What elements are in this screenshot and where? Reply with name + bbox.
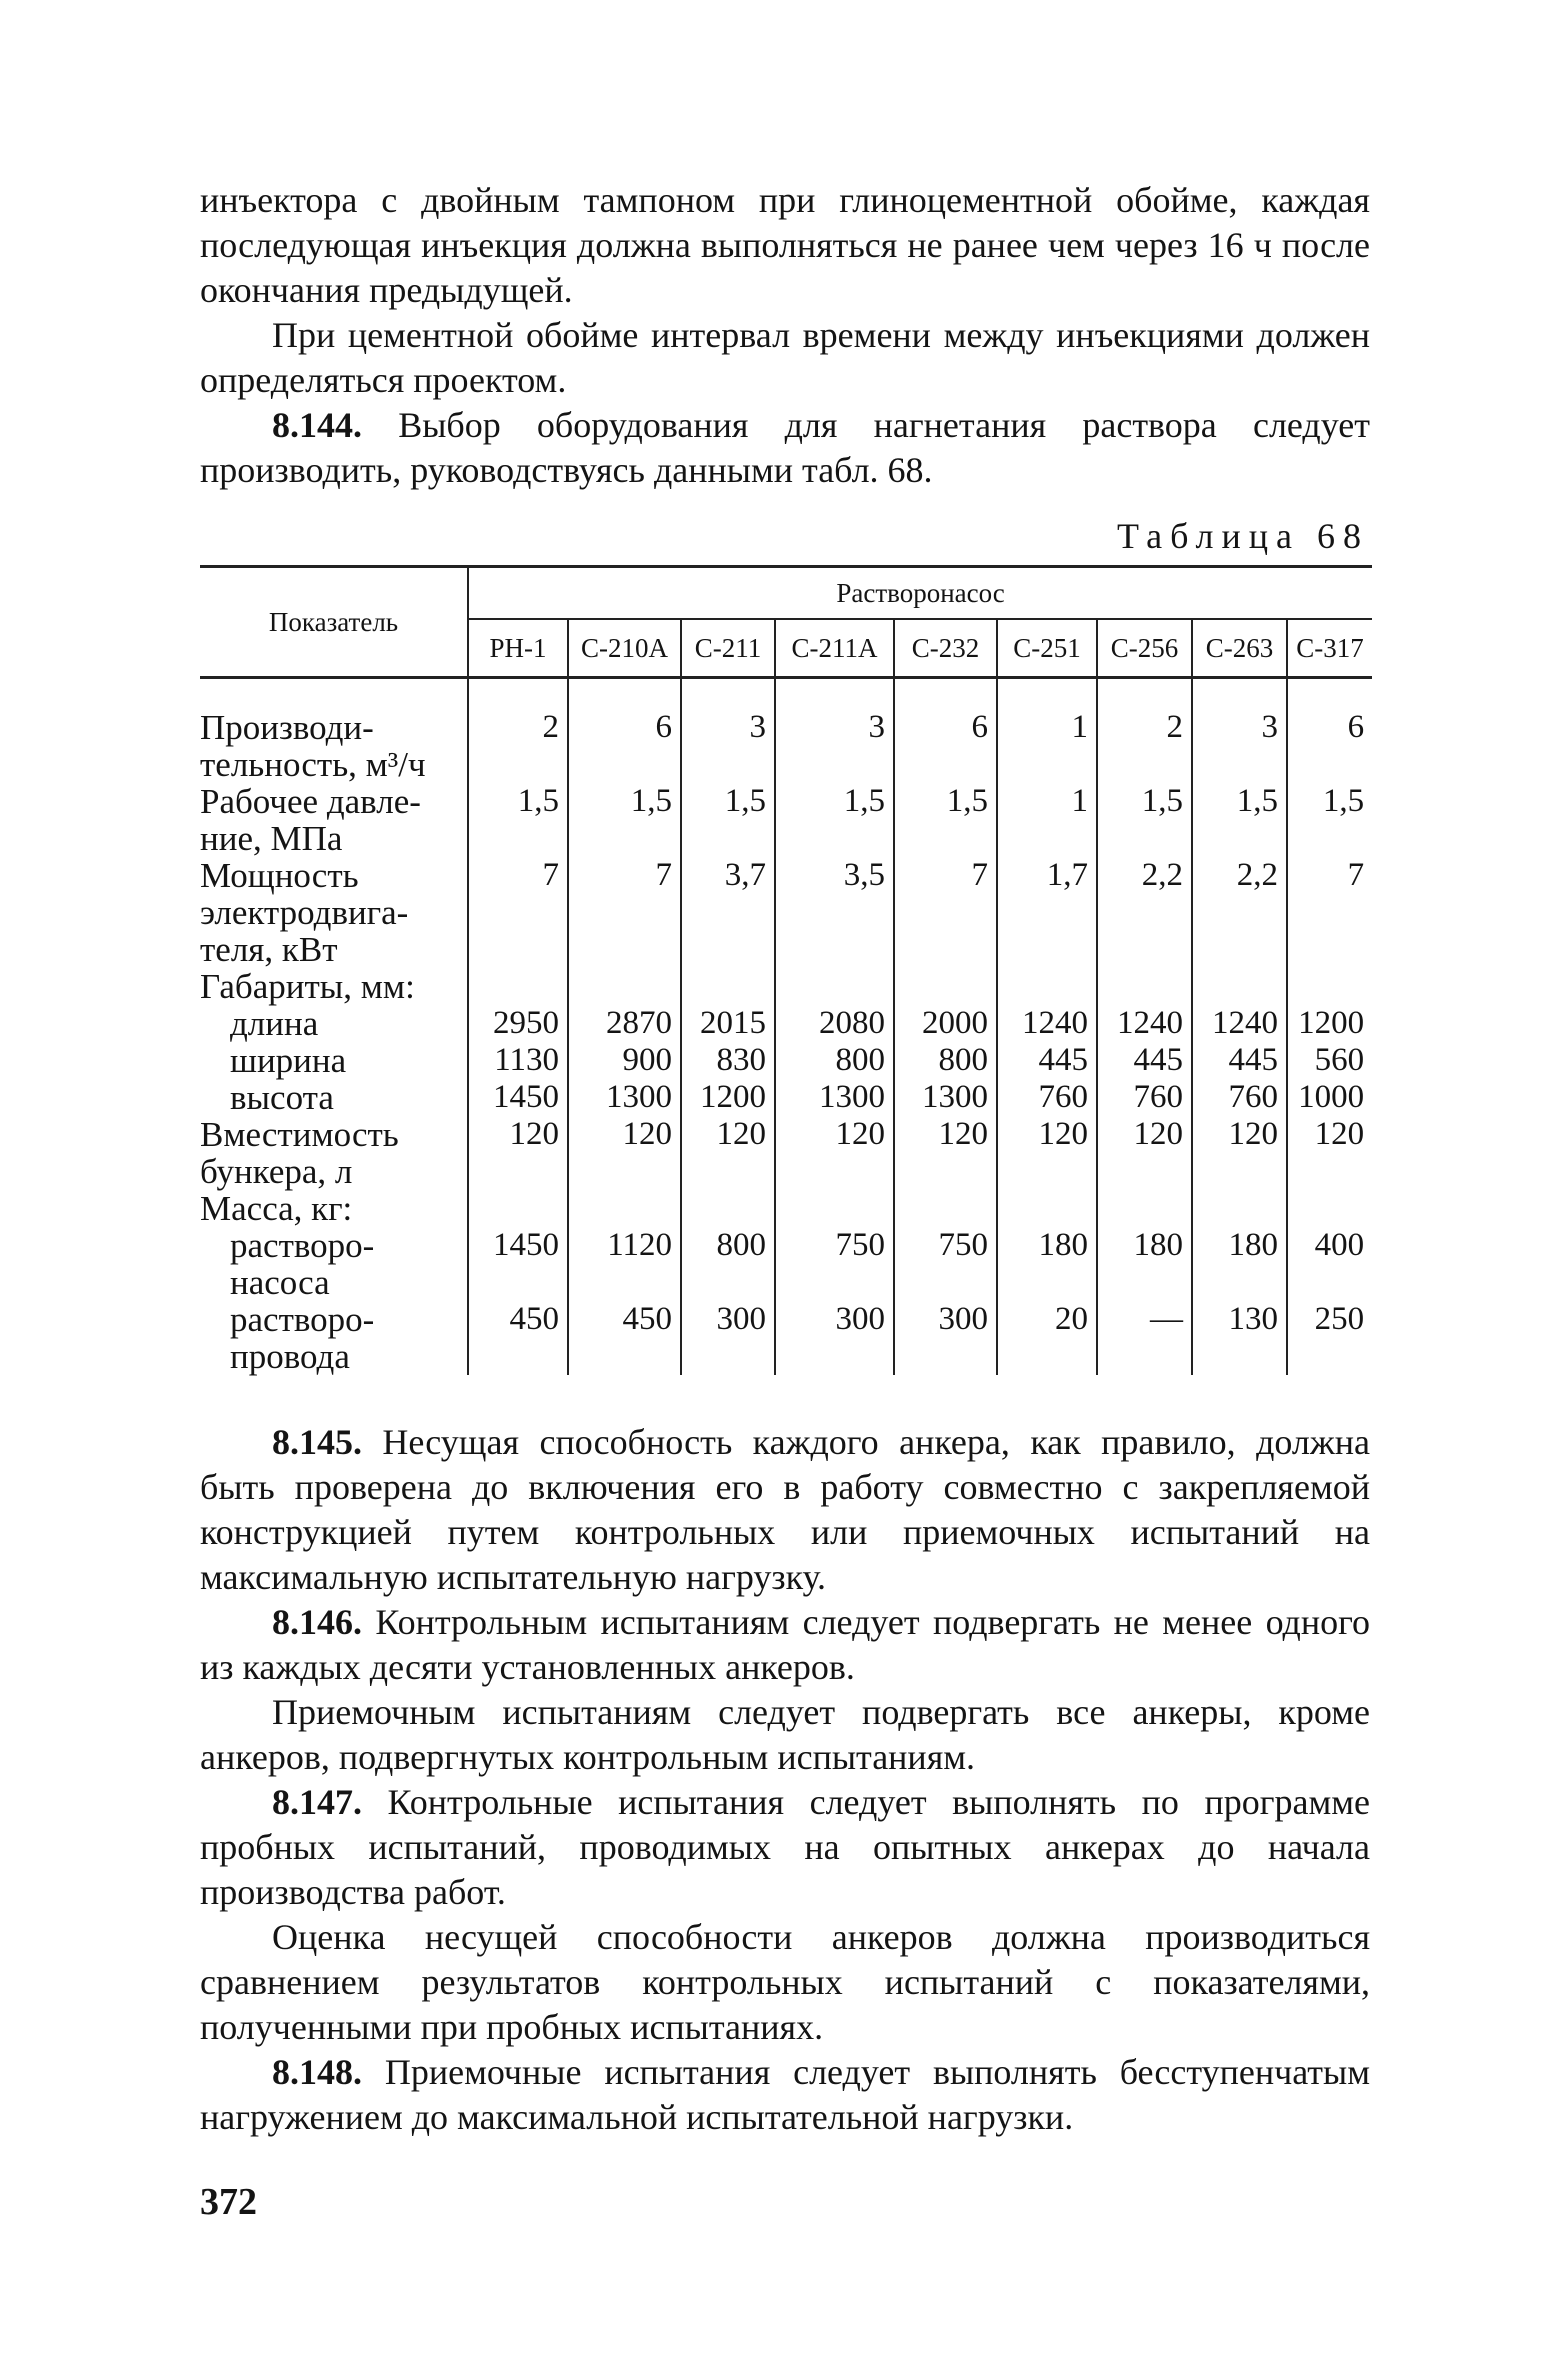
value-cell — [1287, 968, 1372, 1005]
value-cell: 445 — [1097, 1042, 1192, 1079]
value-cell: 3,5 — [775, 857, 894, 968]
table-row — [200, 709, 1372, 783]
value-cell: 3 — [681, 709, 775, 783]
value-cell: 1,5 — [1192, 783, 1287, 857]
value-cell: 1 — [997, 783, 1097, 857]
pump-table — [200, 565, 1372, 1375]
value-cell: 445 — [997, 1042, 1097, 1079]
value-cell — [568, 1190, 681, 1227]
row-label — [200, 1301, 468, 1375]
table-row — [200, 1005, 1372, 1042]
value-cell: 6 — [894, 709, 997, 783]
table-row — [200, 1227, 1372, 1301]
value-cell: 1,5 — [1097, 783, 1192, 857]
row-label — [200, 1116, 468, 1190]
clause-number: 8.147. — [272, 1782, 362, 1822]
value-cell: 450 — [468, 1301, 568, 1375]
value-cell: 1200 — [1287, 1005, 1372, 1042]
paragraph-text: Выбор оборудования для нагнетания раствора следует производить, руководствуясь данными табл. 68. — [200, 405, 1370, 490]
value-cell: 800 — [681, 1227, 775, 1301]
value-cell: 1,5 — [1287, 783, 1372, 857]
pump-model-header: С-256 — [1097, 619, 1192, 678]
pump-model-header: С-232 — [894, 619, 997, 678]
value-cell: 1300 — [568, 1079, 681, 1116]
group-column-header: Растворонасос — [468, 567, 1372, 620]
paragraph-text: Приемочным испытаниям следует подвергать все анкеры, кроме анкеров, подвергнутых контрольным испытаниям. — [200, 1692, 1370, 1777]
row-label — [200, 1190, 468, 1227]
paragraph — [200, 1780, 1370, 1915]
paragraph — [200, 2050, 1370, 2140]
value-cell: 760 — [997, 1079, 1097, 1116]
pump-model-header: РН-1 — [468, 619, 568, 678]
value-cell: 120 — [775, 1116, 894, 1190]
bottom-text-block — [200, 1420, 1370, 2140]
value-cell — [468, 968, 568, 1005]
table-caption: Таблица 68 — [1117, 516, 1369, 556]
pump-model-header: С-210А — [568, 619, 681, 678]
value-cell: 250 — [1287, 1301, 1372, 1375]
value-cell — [468, 1190, 568, 1227]
row-label-line: растворо- — [230, 1300, 375, 1339]
value-cell: 800 — [775, 1042, 894, 1079]
row-label-line: бункера, л — [200, 1152, 353, 1191]
value-cell — [775, 968, 894, 1005]
table-spacer-row — [200, 678, 1372, 710]
value-cell: 2 — [1097, 709, 1192, 783]
table-row — [200, 968, 1372, 1005]
table-row — [200, 783, 1372, 857]
paragraph-text: Приемочные испытания следует выполнять бесступенчатым нагружением до максимальной испытательной нагрузки. — [200, 2052, 1370, 2137]
row-label-line: растворо- — [230, 1226, 375, 1265]
clause-number: 8.148. — [272, 2052, 362, 2092]
table-row — [200, 1116, 1372, 1190]
value-cell: 120 — [681, 1116, 775, 1190]
value-cell: 120 — [568, 1116, 681, 1190]
row-label-line: Габариты, мм: — [200, 967, 415, 1006]
pump-model-header: С-263 — [1192, 619, 1287, 678]
row-label-line: ширина — [230, 1041, 347, 1080]
paragraph-text: Контрольным испытаниям следует подвергать не менее одного из каждых десяти установленных анкеров. — [200, 1602, 1370, 1687]
value-cell: 2,2 — [1097, 857, 1192, 968]
value-cell: 3 — [775, 709, 894, 783]
value-cell — [1287, 1190, 1372, 1227]
table-row — [200, 1042, 1372, 1079]
row-label-line: Мощность — [200, 856, 359, 895]
value-cell: 7 — [894, 857, 997, 968]
value-cell: 450 — [568, 1301, 681, 1375]
value-cell: 750 — [775, 1227, 894, 1301]
value-cell: 830 — [681, 1042, 775, 1079]
value-cell: 6 — [1287, 709, 1372, 783]
row-label-line: Производи- — [200, 708, 374, 747]
value-cell: 1240 — [1192, 1005, 1287, 1042]
value-cell: 3,7 — [681, 857, 775, 968]
value-cell: 1000 — [1287, 1079, 1372, 1116]
value-cell: 300 — [775, 1301, 894, 1375]
value-cell — [894, 1190, 997, 1227]
paragraph-text: Оценка несущей способности анкеров должна производиться сравнением результатов контрольных испытаний с показателями, полученными при пробных испытаниях. — [200, 1917, 1370, 2047]
row-label-line: Вместимость — [200, 1115, 399, 1154]
value-cell: 2,2 — [1192, 857, 1287, 968]
paragraph-text: инъектора с двойным тампоном при глиноцементной обойме, каждая последующая инъекция должна выполняться не ранее чем через 16 ч после окончания предыдущей. — [200, 180, 1370, 310]
pump-model-header: С-317 — [1287, 619, 1372, 678]
row-label — [200, 709, 468, 783]
value-cell — [568, 968, 681, 1005]
value-cell: 2015 — [681, 1005, 775, 1042]
table-row — [200, 1190, 1372, 1227]
value-cell — [681, 1190, 775, 1227]
pump-model-header: С-251 — [997, 619, 1097, 678]
value-cell — [997, 968, 1097, 1005]
paragraph — [200, 1690, 1370, 1780]
value-cell: 750 — [894, 1227, 997, 1301]
paragraph-text: Контрольные испытания следует выполнять по программе пробных испытаний, проводимых на опытных анкерах до начала производства работ. — [200, 1782, 1370, 1912]
value-cell: 760 — [1097, 1079, 1192, 1116]
value-cell: 300 — [681, 1301, 775, 1375]
paragraph — [200, 313, 1370, 403]
value-cell — [997, 1190, 1097, 1227]
value-cell: 400 — [1287, 1227, 1372, 1301]
row-label — [200, 857, 468, 968]
row-label-line: Рабочее давле- — [200, 782, 421, 821]
clause-number: 8.146. — [272, 1602, 362, 1642]
value-cell: 1,5 — [468, 783, 568, 857]
value-cell: 2080 — [775, 1005, 894, 1042]
row-label — [200, 783, 468, 857]
value-cell: 1,5 — [775, 783, 894, 857]
value-cell: 900 — [568, 1042, 681, 1079]
row-label — [200, 1227, 468, 1301]
value-cell: 7 — [468, 857, 568, 968]
paragraph-text: Несущая способность каждого анкера, как правило, должна быть проверена до включения его в работу совместно с закрепляемой конструкцией путем контрольных или приемочных испытаний на максимальную испытательную нагрузку. — [200, 1422, 1370, 1597]
value-cell: 120 — [468, 1116, 568, 1190]
value-cell — [1192, 1190, 1287, 1227]
row-label-line: теля, кВт — [200, 930, 338, 969]
row-label-line: ние, МПа — [200, 819, 343, 858]
value-cell — [1097, 1190, 1192, 1227]
value-cell: 2000 — [894, 1005, 997, 1042]
value-cell: 180 — [997, 1227, 1097, 1301]
value-cell: 1,5 — [568, 783, 681, 857]
row-label-line: длина — [230, 1004, 319, 1043]
value-cell: 1130 — [468, 1042, 568, 1079]
paragraph — [200, 403, 1370, 493]
top-text-block — [200, 178, 1370, 493]
row-label-line: провода — [230, 1337, 350, 1376]
value-cell: 120 — [1097, 1116, 1192, 1190]
table-row — [200, 857, 1372, 968]
value-cell: 2950 — [468, 1005, 568, 1042]
paragraph — [200, 1915, 1370, 2050]
row-label — [200, 1079, 468, 1116]
value-cell: 130 — [1192, 1301, 1287, 1375]
pump-model-header: С-211 — [681, 619, 775, 678]
value-cell: 1,7 — [997, 857, 1097, 968]
value-cell: — — [1097, 1301, 1192, 1375]
value-cell: 1240 — [997, 1005, 1097, 1042]
row-label — [200, 968, 468, 1005]
value-cell: 120 — [1192, 1116, 1287, 1190]
value-cell: 1,5 — [894, 783, 997, 857]
value-cell: 1240 — [1097, 1005, 1192, 1042]
table-header-row-group — [200, 567, 1372, 620]
table-row — [200, 1079, 1372, 1116]
value-cell: 120 — [997, 1116, 1097, 1190]
value-cell: 180 — [1192, 1227, 1287, 1301]
row-label-line: тельность, м³/ч — [200, 745, 426, 784]
value-cell: 7 — [1287, 857, 1372, 968]
value-cell: 445 — [1192, 1042, 1287, 1079]
value-cell — [775, 1190, 894, 1227]
value-cell — [681, 968, 775, 1005]
value-cell: 800 — [894, 1042, 997, 1079]
value-cell: 120 — [1287, 1116, 1372, 1190]
pump-model-header: С-211А — [775, 619, 894, 678]
value-cell: 20 — [997, 1301, 1097, 1375]
value-cell: 760 — [1192, 1079, 1287, 1116]
page-number: 372 — [200, 2181, 257, 2223]
value-cell: 1300 — [775, 1079, 894, 1116]
row-label — [200, 1005, 468, 1042]
value-cell — [894, 968, 997, 1005]
paragraph — [200, 178, 1370, 313]
row-label-line: высота — [230, 1078, 334, 1117]
value-cell: 2 — [468, 709, 568, 783]
value-cell: 1450 — [468, 1079, 568, 1116]
paragraph-text: При цементной обойме интервал времени между инъекциями должен определяться проектом. — [200, 315, 1370, 400]
value-cell: 1200 — [681, 1079, 775, 1116]
paragraph — [200, 1600, 1370, 1690]
value-cell: 3 — [1192, 709, 1287, 783]
table-body — [200, 678, 1372, 1376]
equipment-table — [200, 565, 1372, 1375]
value-cell: 560 — [1287, 1042, 1372, 1079]
clause-number: 8.145. — [272, 1422, 362, 1462]
value-cell: 1450 — [468, 1227, 568, 1301]
value-cell: 300 — [894, 1301, 997, 1375]
param-column-header: Показатель — [200, 567, 468, 678]
row-label-line: Масса, кг: — [200, 1189, 353, 1228]
clause-number: 8.144. — [272, 405, 362, 445]
value-cell: 180 — [1097, 1227, 1192, 1301]
value-cell — [1097, 968, 1192, 1005]
value-cell: 6 — [568, 709, 681, 783]
value-cell: 7 — [568, 857, 681, 968]
value-cell: 1120 — [568, 1227, 681, 1301]
row-label — [200, 1042, 468, 1079]
paragraph — [200, 1420, 1370, 1600]
value-cell — [1192, 968, 1287, 1005]
table-row — [200, 1301, 1372, 1375]
value-cell: 2870 — [568, 1005, 681, 1042]
row-label-line: электродвига- — [200, 893, 409, 932]
value-cell: 1 — [997, 709, 1097, 783]
value-cell: 1300 — [894, 1079, 997, 1116]
row-label-line: насоса — [230, 1263, 330, 1302]
value-cell: 120 — [894, 1116, 997, 1190]
value-cell: 1,5 — [681, 783, 775, 857]
